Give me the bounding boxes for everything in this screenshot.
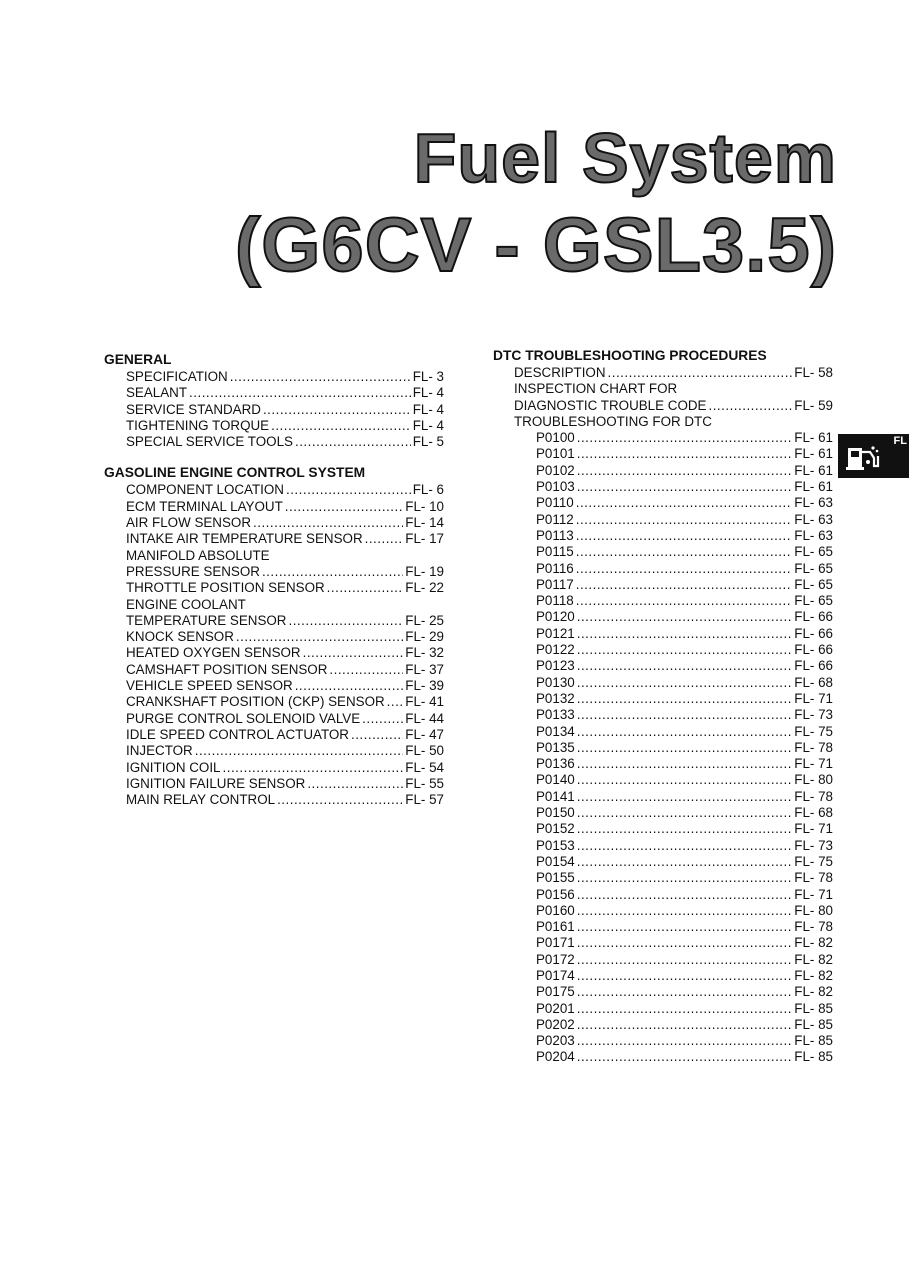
toc-entry[interactable] — [493, 1001, 833, 1017]
toc-entry[interactable] — [493, 756, 833, 772]
toc-entry-page: FL- 65 — [794, 593, 833, 609]
toc-entry[interactable] — [104, 499, 444, 515]
toc-entry-label: P0134 — [536, 723, 575, 739]
toc-entry[interactable] — [493, 838, 833, 854]
toc-entry-label: P0171 — [536, 935, 575, 951]
toc-entry[interactable] — [493, 658, 833, 674]
toc-entry-page: FL- 66 — [794, 609, 833, 625]
toc-entry-page: FL- 50 — [405, 743, 444, 759]
toc-entry-label: P0152 — [536, 821, 575, 837]
toc-entry-page: FL- 37 — [405, 661, 444, 677]
toc-entry-label: P0136 — [536, 756, 575, 772]
toc-entry-label: P0120 — [536, 609, 575, 625]
toc-entry-diagnostic-trouble-code[interactable] — [493, 398, 833, 414]
toc-entry-label: TIGHTENING TORQUE — [126, 417, 270, 433]
section-tab-label: FL — [893, 435, 907, 447]
toc-entry[interactable] — [104, 402, 444, 418]
toc-entry[interactable] — [104, 564, 444, 580]
toc-entry[interactable] — [104, 434, 444, 450]
toc-entry[interactable] — [104, 776, 444, 792]
toc-entry[interactable] — [493, 1049, 833, 1065]
toc-entry-label: P0130 — [536, 674, 575, 690]
toc-entry-page: FL- 65 — [794, 576, 833, 592]
toc-entry[interactable] — [493, 446, 833, 462]
toc-entry-page: FL- 80 — [794, 902, 833, 918]
toc-entry-label: P0154 — [536, 853, 575, 869]
section-heading-dtc: DTC TROUBLESHOOTING PROCEDURES — [493, 348, 767, 363]
toc-entry-label: IGNITION FAILURE SENSOR — [126, 775, 306, 791]
toc-entry-label: HEATED OXYGEN SENSOR — [126, 645, 301, 661]
fuel-pump-icon — [846, 442, 882, 472]
section-tab — [838, 434, 909, 478]
toc-entry[interactable] — [493, 577, 833, 593]
toc-entry-page: FL- 4 — [412, 417, 444, 433]
toc-entry-label: P0113 — [536, 527, 574, 543]
toc-entry-page: FL- 66 — [794, 642, 833, 658]
toc-entry[interactable] — [493, 984, 833, 1000]
toc-entry[interactable] — [493, 821, 833, 837]
toc-entry-page: FL- 5 — [412, 434, 444, 450]
toc-entry-label: P0101 — [536, 446, 575, 462]
toc-entry[interactable] — [104, 482, 444, 498]
toc-entry-page: FL- 39 — [405, 678, 444, 694]
toc-entry-label: P0161 — [536, 919, 575, 935]
toc-entry-page: FL- 71 — [794, 886, 833, 902]
toc-entry-label: P0150 — [536, 805, 575, 821]
toc-entry-page: FL- 82 — [794, 984, 833, 1000]
toc-entry-label: SEALANT — [126, 385, 188, 401]
toc-entry-label: P0174 — [536, 967, 575, 983]
toc-entry-page: FL- 44 — [405, 710, 444, 726]
toc-entry-label: P0160 — [536, 902, 575, 918]
toc-entry-page: FL- 29 — [405, 629, 444, 645]
toc-entry[interactable] — [493, 544, 833, 560]
toc-entry[interactable] — [493, 675, 833, 691]
toc-entry-label: TEMPERATURE SENSOR — [126, 612, 287, 628]
toc-entry-page: FL- 61 — [794, 430, 833, 446]
toc-entry-page: FL- 6 — [412, 482, 444, 498]
toc-entry-page: FL- 78 — [794, 739, 833, 755]
page-subtitle: (G6CV - GSL3.5) — [235, 203, 837, 288]
toc-entry-label: SPECIAL SERVICE TOOLS — [126, 434, 293, 450]
toc-entry-label: ECM TERMINAL LAYOUT — [126, 498, 283, 514]
toc-entry[interactable] — [104, 613, 444, 629]
toc-entry-page: FL- 73 — [794, 707, 833, 723]
toc-entry-description[interactable] — [493, 365, 833, 381]
toc-entry-label: INJECTOR — [126, 743, 193, 759]
toc-entry-label: P0141 — [536, 788, 575, 804]
toc-entry-label: P0115 — [536, 544, 574, 560]
toc-entry[interactable] — [493, 707, 833, 723]
toc-entry[interactable] — [493, 463, 833, 479]
toc-entry[interactable] — [493, 903, 833, 919]
toc-entry-page: FL- 54 — [405, 759, 444, 775]
toc-entry[interactable] — [104, 694, 444, 710]
toc-entry-label: P0123 — [536, 658, 575, 674]
toc-entry-label: DESCRIPTION — [514, 365, 606, 380]
toc-entry-page: FL- 47 — [405, 726, 444, 742]
toc-entry-page: FL- 80 — [794, 772, 833, 788]
toc-entry[interactable] — [104, 531, 444, 547]
toc-entry-page: FL- 66 — [794, 658, 833, 674]
toc-entry-label: AIR FLOW SENSOR — [126, 515, 251, 531]
toc-entry-page: FL- 65 — [794, 544, 833, 560]
toc-entry-label: P0116 — [536, 560, 574, 576]
toc-entry[interactable] — [493, 772, 833, 788]
toc-entry-page: FL- 59 — [794, 397, 833, 413]
toc-entry[interactable] — [104, 580, 444, 596]
toc-entry[interactable] — [104, 678, 444, 694]
toc-entry[interactable] — [104, 711, 444, 727]
toc-entry-page: FL- 14 — [405, 515, 444, 531]
toc-entry-label: P0110 — [536, 495, 574, 511]
toc-entry[interactable] — [493, 919, 833, 935]
page-title: Fuel System — [413, 119, 837, 197]
toc-entry-page: FL- 82 — [794, 935, 833, 951]
toc-entry[interactable] — [104, 743, 444, 759]
toc-entry-label: DIAGNOSTIC TROUBLE CODE — [514, 397, 707, 413]
toc-entry-label: P0135 — [536, 739, 575, 755]
toc-entry-page: FL- 68 — [794, 805, 833, 821]
toc-entry[interactable] — [493, 626, 833, 642]
toc-entry-page: FL- 78 — [794, 919, 833, 935]
toc-entry-label: IDLE SPEED CONTROL ACTUATOR — [126, 726, 349, 742]
toc-entry-page: FL- 61 — [794, 462, 833, 478]
toc-entry[interactable] — [493, 1033, 833, 1049]
toc-entry-label: P0133 — [536, 707, 575, 723]
toc-entry-page: FL- 71 — [794, 756, 833, 772]
toc-entry-label: P0118 — [536, 593, 574, 609]
toc-entry-label: P0122 — [536, 642, 575, 658]
toc-entry[interactable] — [493, 479, 833, 495]
toc-entry-page: FL- 71 — [794, 821, 833, 837]
toc-entry-page: FL- 68 — [794, 674, 833, 690]
toc-entry-page: FL- 58 — [794, 365, 833, 380]
toc-entry-page: FL- 63 — [794, 511, 833, 527]
toc-entry[interactable] — [493, 495, 833, 511]
toc-entry[interactable] — [493, 935, 833, 951]
toc-entry[interactable] — [493, 724, 833, 740]
toc-entry[interactable] — [104, 760, 444, 776]
toc-entry[interactable] — [104, 629, 444, 645]
toc-entry-inspection-line: INSPECTION CHART FOR — [514, 381, 678, 397]
toc-entry-label: THROTTLE POSITION SENSOR — [126, 580, 325, 596]
toc-entry[interactable] — [104, 385, 444, 401]
toc-entry[interactable] — [493, 740, 833, 756]
toc-entry-page: FL- 61 — [794, 479, 833, 495]
toc-entry-label: CAMSHAFT POSITION SENSOR — [126, 661, 328, 677]
toc-entry-page: FL- 75 — [794, 723, 833, 739]
toc-entry[interactable] — [104, 369, 444, 385]
toc-entry-label: COMPONENT LOCATION — [126, 482, 284, 498]
toc-entry-label: INTAKE AIR TEMPERATURE SENSOR — [126, 531, 363, 547]
toc-entry-page: FL- 82 — [794, 967, 833, 983]
toc-entry[interactable] — [104, 418, 444, 434]
toc-entry-label: P0103 — [536, 479, 575, 495]
toc-entry[interactable] — [493, 870, 833, 886]
toc-entry-page: FL- 78 — [794, 788, 833, 804]
toc-entry[interactable] — [493, 609, 833, 625]
toc-entry[interactable] — [104, 792, 444, 808]
toc-entry-line: MANIFOLD ABSOLUTE — [126, 547, 270, 563]
toc-entry[interactable] — [493, 642, 833, 658]
toc-entry-label: P0100 — [536, 430, 575, 446]
toc-entry-label: P0201 — [536, 1000, 575, 1016]
toc-entry-page: FL- 17 — [405, 531, 444, 547]
toc-entry-label: P0155 — [536, 870, 575, 886]
toc-entry-page: FL- 73 — [794, 837, 833, 853]
toc-entry[interactable] — [104, 727, 444, 743]
toc-entry-label: P0112 — [536, 511, 574, 527]
toc-entry-page: FL- 85 — [794, 1016, 833, 1032]
toc-entry-label: P0204 — [536, 1049, 575, 1065]
toc-entry-page: FL- 78 — [794, 870, 833, 886]
toc-entry-label: P0202 — [536, 1016, 575, 1032]
toc-entry-page: FL- 85 — [794, 1049, 833, 1065]
toc-entry[interactable] — [493, 887, 833, 903]
toc-entry[interactable] — [493, 512, 833, 528]
toc-entry-label: KNOCK SENSOR — [126, 629, 234, 645]
toc-entry-label: IGNITION COIL — [126, 759, 221, 775]
toc-entry[interactable] — [104, 662, 444, 678]
toc-entry-page: FL- 61 — [794, 446, 833, 462]
toc-entry-page: FL- 19 — [405, 563, 444, 579]
toc-entry-page: FL- 4 — [412, 385, 444, 401]
toc-entry[interactable] — [104, 515, 444, 531]
dtc-toc-list — [493, 430, 833, 1066]
general-toc-list — [104, 369, 444, 450]
toc-entry[interactable] — [493, 561, 833, 577]
toc-entry-label: P0156 — [536, 886, 575, 902]
toc-entry-page: FL- 25 — [405, 612, 444, 628]
toc-entry-page: FL- 32 — [405, 645, 444, 661]
toc-entry-label: MAIN RELAY CONTROL — [126, 792, 276, 808]
toc-entry-label: P0203 — [536, 1033, 575, 1049]
toc-entry-label: CRANKSHAFT POSITION (CKP) SENSOR — [126, 694, 385, 710]
toc-entry-page: FL- 4 — [412, 401, 444, 417]
toc-entry[interactable] — [493, 968, 833, 984]
toc-entry[interactable] — [493, 528, 833, 544]
section-heading-gasoline-engine: GASOLINE ENGINE CONTROL SYSTEM — [104, 465, 366, 481]
toc-entry-label: P0175 — [536, 984, 575, 1000]
toc-entry-label: PURGE CONTROL SOLENOID VALVE — [126, 710, 361, 726]
toc-entry-page: FL- 10 — [405, 498, 444, 514]
section-heading-general: GENERAL — [104, 352, 172, 367]
toc-entry-page: FL- 65 — [794, 560, 833, 576]
toc-entry-page: FL- 66 — [794, 625, 833, 641]
toc-entry-label: PRESSURE SENSOR — [126, 563, 260, 579]
toc-entry-label: P0132 — [536, 690, 575, 706]
toc-entry-label: P0172 — [536, 951, 575, 967]
toc-left-column — [104, 351, 444, 808]
toc-entry-page: FL- 82 — [794, 951, 833, 967]
toc-entry-page: FL- 85 — [794, 1033, 833, 1049]
toc-entry[interactable] — [493, 789, 833, 805]
toc-entry-page: FL- 63 — [794, 495, 833, 511]
toc-entry-line: ENGINE COOLANT — [126, 596, 246, 612]
toc-entry-label: VEHICLE SPEED SENSOR — [126, 678, 293, 694]
toc-entry[interactable] — [493, 593, 833, 609]
toc-entry-label: P0153 — [536, 837, 575, 853]
toc-entry-troubleshooting: TROUBLESHOOTING FOR DTC — [514, 413, 712, 429]
toc-entry-page: FL- 71 — [794, 690, 833, 706]
toc-entry-page: FL- 75 — [794, 853, 833, 869]
toc-entry[interactable] — [493, 430, 833, 446]
toc-entry-page: FL- 3 — [412, 369, 444, 384]
toc-entry[interactable] — [104, 645, 444, 661]
toc-entry-page: FL- 22 — [405, 580, 444, 596]
toc-entry-label: P0140 — [536, 772, 575, 788]
toc-entry-page: FL- 41 — [405, 694, 444, 710]
toc-entry-label: SERVICE STANDARD — [126, 401, 261, 417]
toc-entry-label: P0121 — [536, 625, 575, 641]
toc-entry-page: FL- 55 — [405, 775, 444, 791]
toc-entry-label: P0102 — [536, 462, 575, 478]
toc-entry[interactable] — [493, 1017, 833, 1033]
toc-entry-page: FL- 85 — [794, 1000, 833, 1016]
toc-entry-label: P0117 — [536, 576, 574, 592]
toc-entry[interactable] — [493, 854, 833, 870]
toc-entry-label: SPECIFICATION — [126, 369, 228, 384]
gasoline-toc-list — [104, 482, 444, 808]
toc-entry[interactable] — [493, 805, 833, 821]
toc-entry[interactable] — [493, 952, 833, 968]
toc-entry[interactable] — [493, 691, 833, 707]
toc-right-column — [493, 347, 833, 1066]
toc-entry-page: FL- 63 — [794, 527, 833, 543]
toc-entry-page: FL- 57 — [405, 792, 444, 808]
